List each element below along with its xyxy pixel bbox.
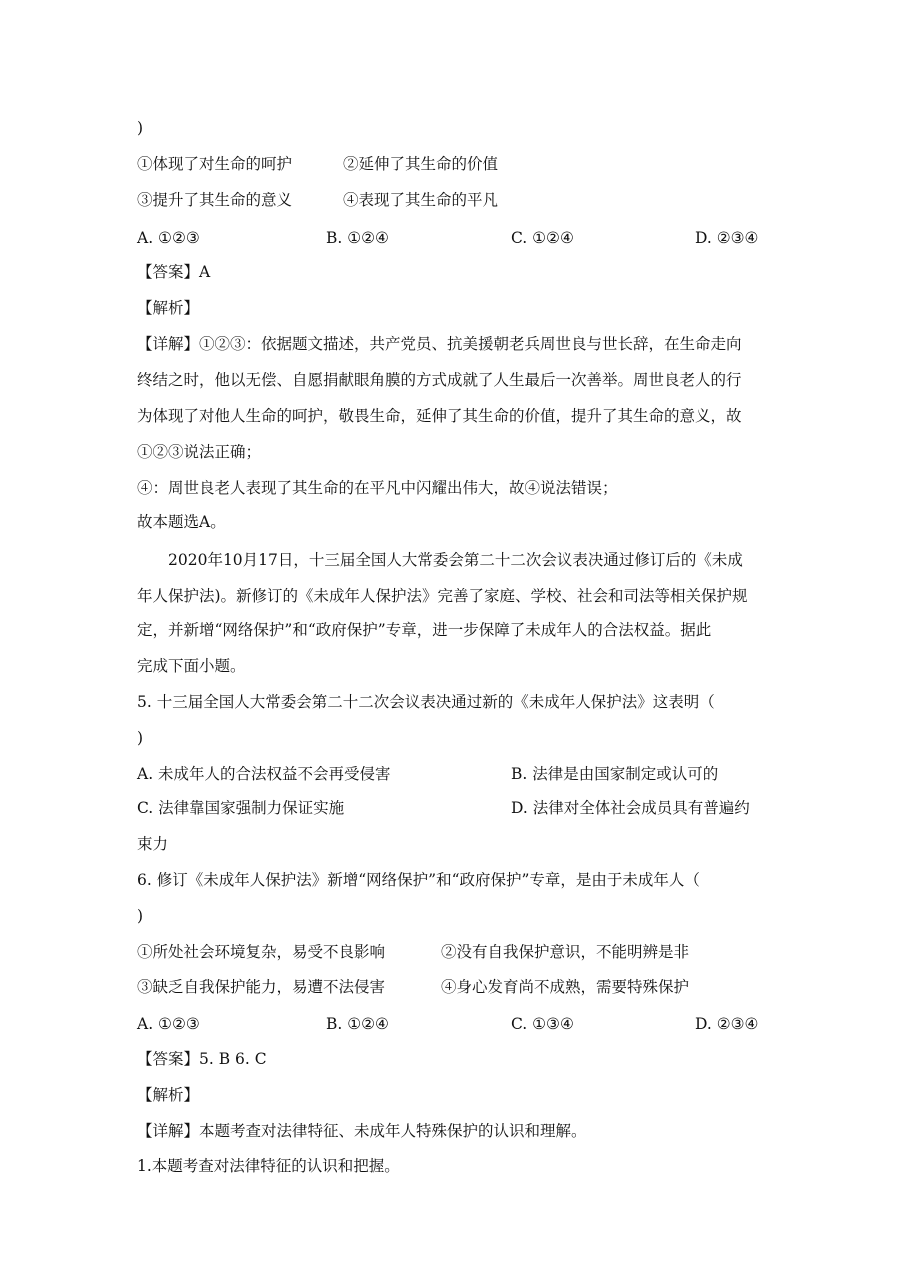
q4-choice-a: A. ①②③ (137, 229, 200, 247)
q4-paren: ) (137, 119, 144, 137)
q6-option-1: ①所处社会环境复杂，易受不良影响 (137, 943, 386, 961)
q6-option-2: ②没有自我保护意识，不能明辨是非 (441, 943, 690, 961)
q4-analysis-heading: 【解析】 (137, 299, 200, 317)
material-line-4: 完成下面小题。 (137, 657, 246, 675)
q4-detail-line-6: 故本题选A。 (137, 513, 226, 531)
material-line-2: 年人保护法)。新修订的《未成年人保护法》完善了家庭、学校、社会和司法等相关保护规 (137, 587, 748, 605)
q6-stem: 6. 修订《未成年人保护法》新增“网络保护”和“政府保护”专章，是由于未成年人（ (137, 871, 700, 889)
q6-choice-b: B. ①②④ (326, 1015, 389, 1033)
q4-answer: 【答案】A (137, 263, 211, 281)
q6-choice-a: A. ①②③ (137, 1015, 200, 1033)
q5-choice-b: B. 法律是由国家制定或认可的 (511, 765, 719, 783)
q6-option-4: ④身心发育尚不成熟，需要特殊保护 (441, 978, 690, 996)
q4-detail-line-5: ④：周世良老人表现了其生命的在平凡中闪耀出伟大，故④说法错误； (137, 479, 618, 497)
q4-detail-line-1: 【详解】①②③：依据题文描述，共产党员、抗美援朝老兵周世良与世长辞，在生命走向 (137, 335, 742, 353)
q4-choice-b: B. ①②④ (326, 229, 389, 247)
q5-choice-a: A. 未成年人的合法权益不会再受侵害 (137, 765, 391, 783)
q4-detail-line-4: ①②③说法正确； (137, 443, 262, 461)
material-line-3: 定，并新增“网络保护”和“政府保护”专章，进一步保障了未成年人的合法权益。据此 (137, 621, 712, 639)
q6-analysis-heading: 【解析】 (137, 1086, 200, 1104)
q5-paren: ) (137, 729, 144, 747)
q6-detail-line-1: 【详解】本题考查对法律特征、未成年人特殊保护的认识和理解。 (137, 1122, 587, 1140)
q4-option-3: ③提升了其生命的意义 (137, 191, 293, 209)
q5-choice-d: D. 法律对全体社会成员具有普遍约 (511, 799, 750, 817)
q5-choice-c: C. 法律靠国家强制力保证实施 (137, 799, 345, 817)
q6-choice-d: D. ②③④ (695, 1015, 759, 1033)
q4-option-2: ②延伸了其生命的价值 (343, 155, 499, 173)
q4-option-4: ④表现了其生命的平凡 (343, 191, 499, 209)
q5-choice-d-continued: 束力 (137, 835, 169, 853)
q6-option-3: ③缺乏自我保护能力，易遭不法侵害 (137, 978, 386, 996)
q6-choice-c: C. ①③④ (511, 1015, 574, 1033)
q6-detail-line-2: 1.本题考查对法律特征的认识和把握。 (137, 1157, 400, 1175)
q4-detail-line-3: 为体现了对他人生命的呵护，敬畏生命，延伸了其生命的价值，提升了其生命的意义，故 (137, 407, 742, 425)
q6-answer: 【答案】5. B 6. C (137, 1050, 267, 1068)
material-line-1: 2020年10月17日，十三届全国人大常委会第二十二次会议表决通过修订后的《未成 (137, 551, 743, 569)
q4-detail-line-2: 终结之时，他以无偿、自愿捐献眼角膜的方式成就了人生最后一次善举。周世良老人的行 (137, 371, 742, 389)
q4-choice-d: D. ②③④ (695, 229, 759, 247)
q4-choice-c: C. ①②④ (511, 229, 574, 247)
q4-option-1: ①体现了对生命的呵护 (137, 155, 293, 173)
q5-stem: 5. 十三届全国人大常委会第二十二次会议表决通过新的《未成年人保护法》这表明（ (137, 693, 715, 711)
q6-paren: ) (137, 907, 144, 925)
